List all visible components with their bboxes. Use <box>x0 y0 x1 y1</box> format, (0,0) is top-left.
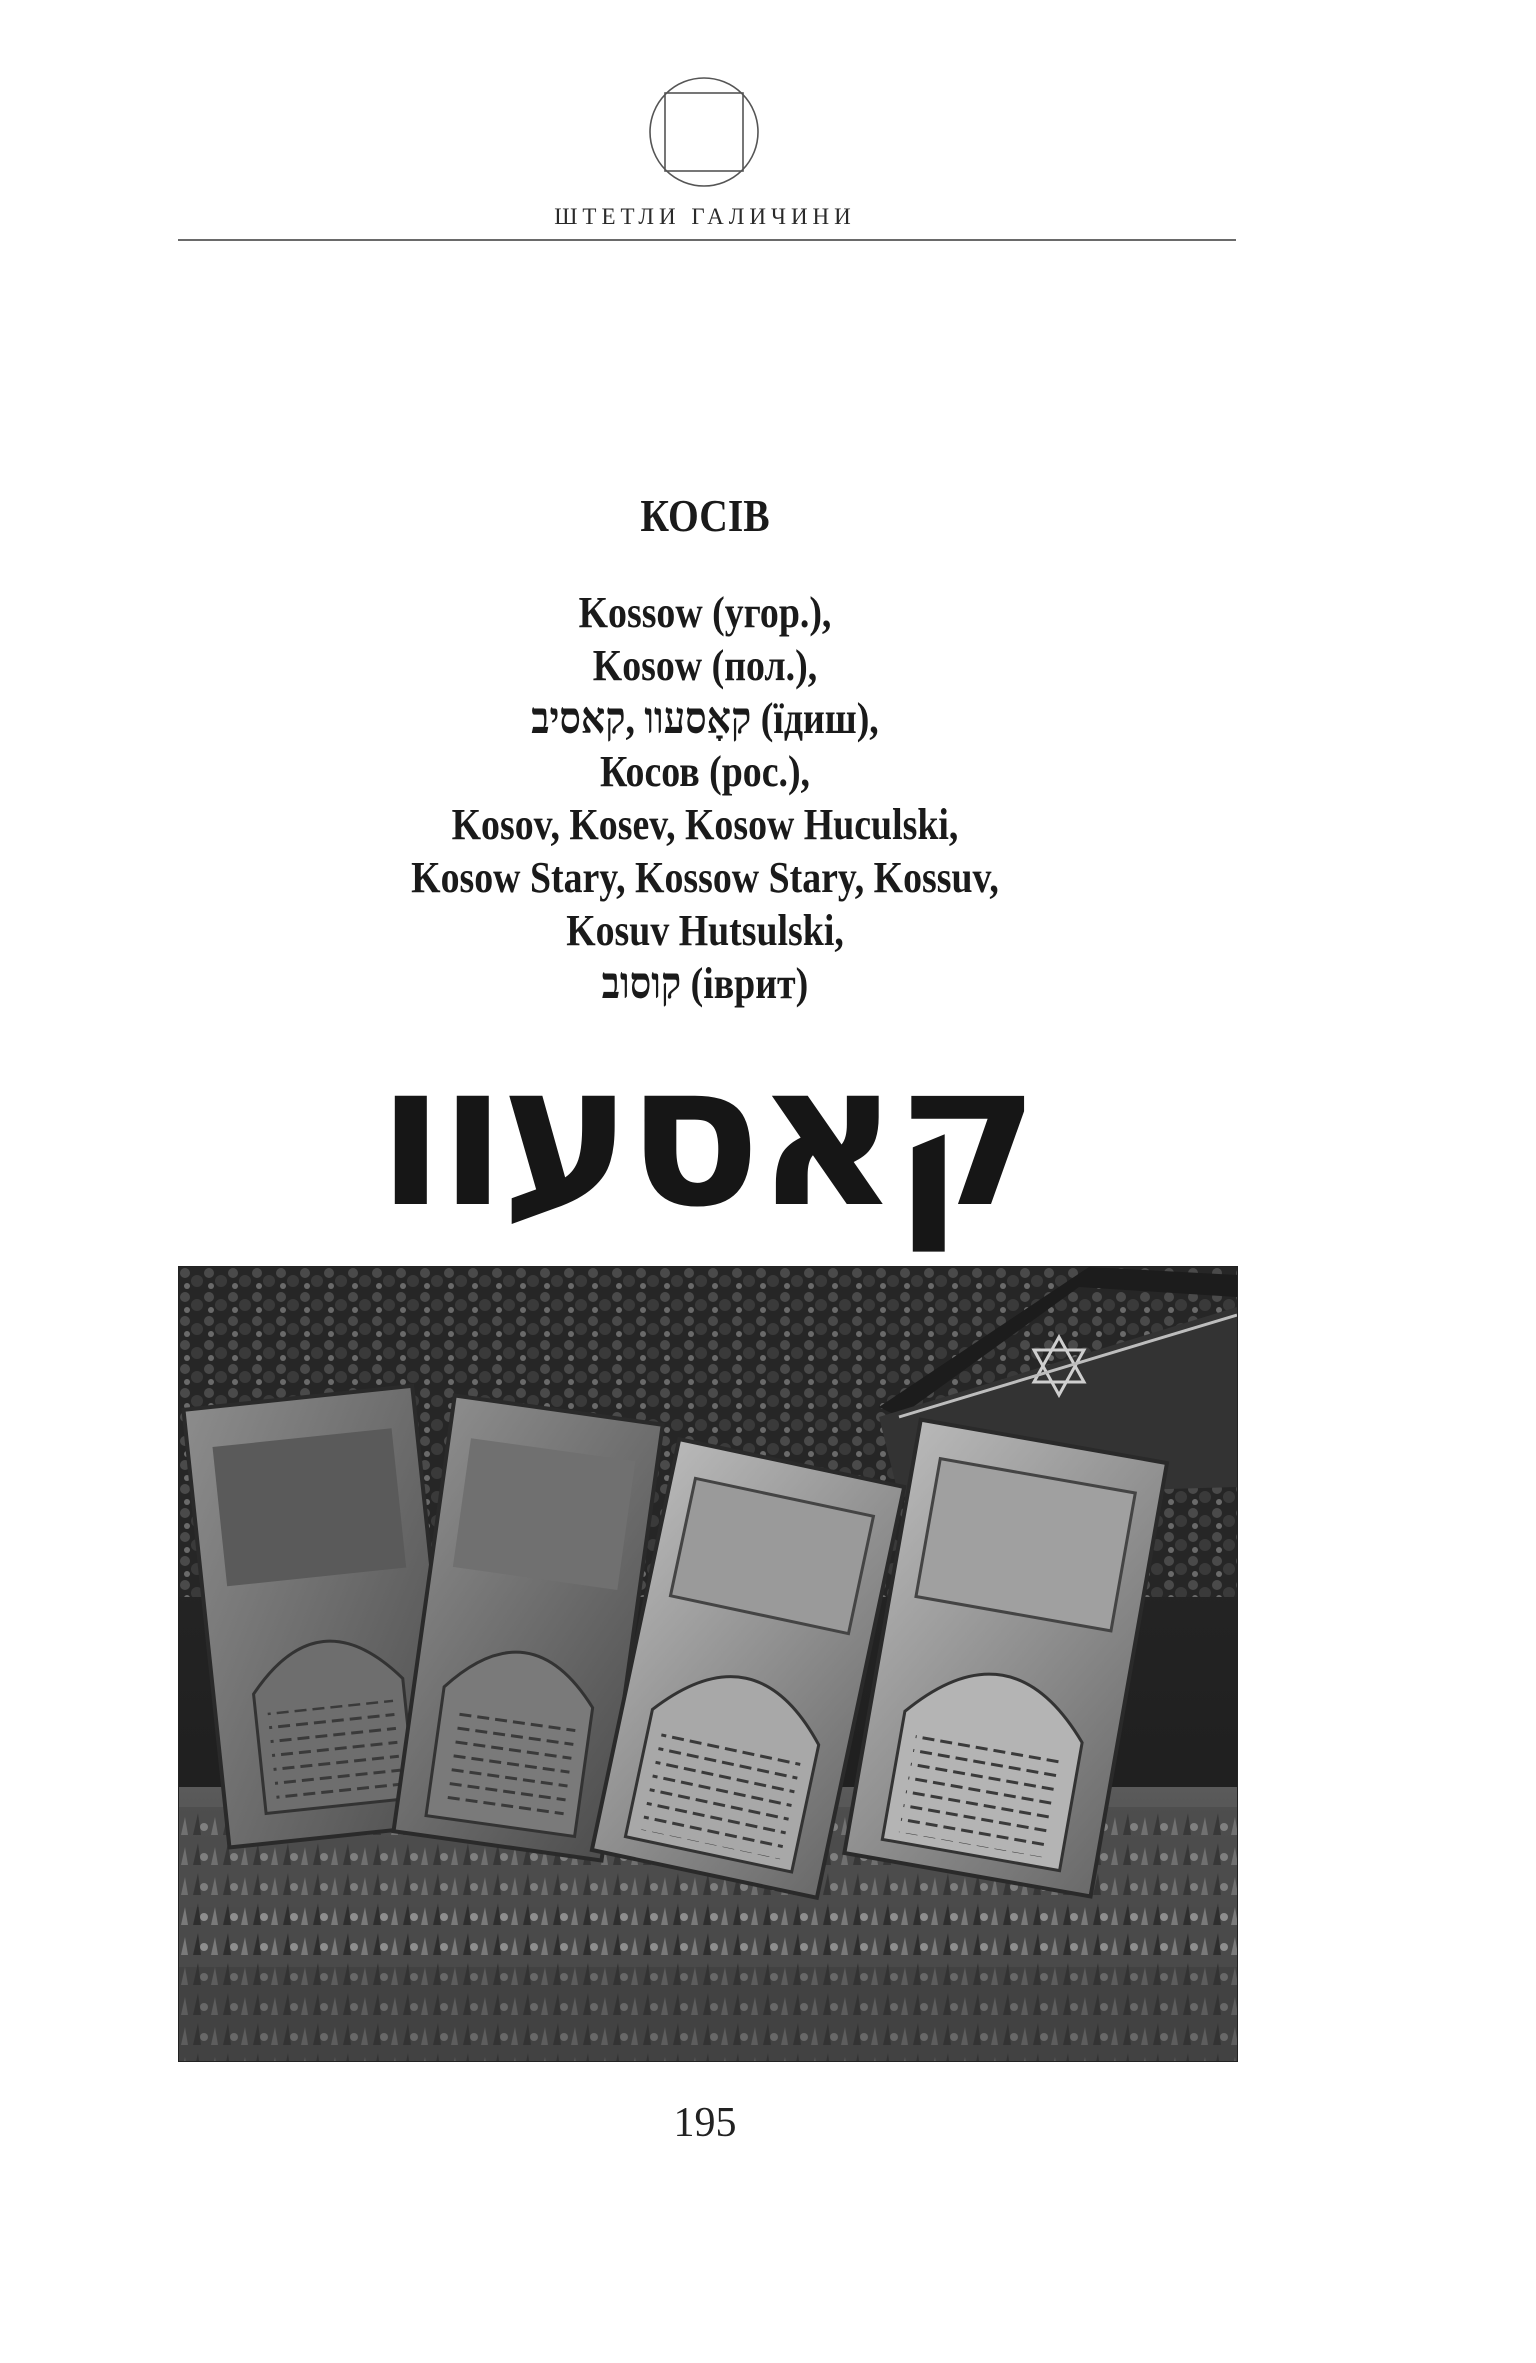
cemetery-photo <box>178 1266 1238 2062</box>
page-number: 195 <box>673 2100 737 2146</box>
alt-name-yiddish: קאָסעוו ,קאסיב (їдиш), <box>531 694 879 743</box>
header-rule <box>178 239 1236 241</box>
alt-name-russian: Косов (рос.), <box>599 747 811 796</box>
alt-name-variants-1: Kosov, Kosev, Kosow Huculski, <box>451 800 959 849</box>
page-title: КОСІВ <box>640 490 770 541</box>
hebrew-title: קאסעוו <box>376 1020 1034 1251</box>
circle-square-emblem-icon <box>648 76 760 188</box>
alt-name-polish: Kosow (пол.), <box>592 641 818 690</box>
alt-name-variants-2: Kosow Stary, Kossow Stary, Kossuv, <box>411 853 999 902</box>
alt-name-hungarian: Kossow (угор.), <box>578 588 832 637</box>
alt-name-hebrew: קוסוב (іврит) <box>601 959 809 1008</box>
tombstones-image <box>179 1267 1237 2061</box>
alt-name-variants-3: Kosuv Hutsulski, <box>566 906 844 955</box>
running-header: ШТЕТЛИ ГАЛИЧИНИ <box>554 204 856 229</box>
alternate-names-list <box>99 586 1312 1010</box>
